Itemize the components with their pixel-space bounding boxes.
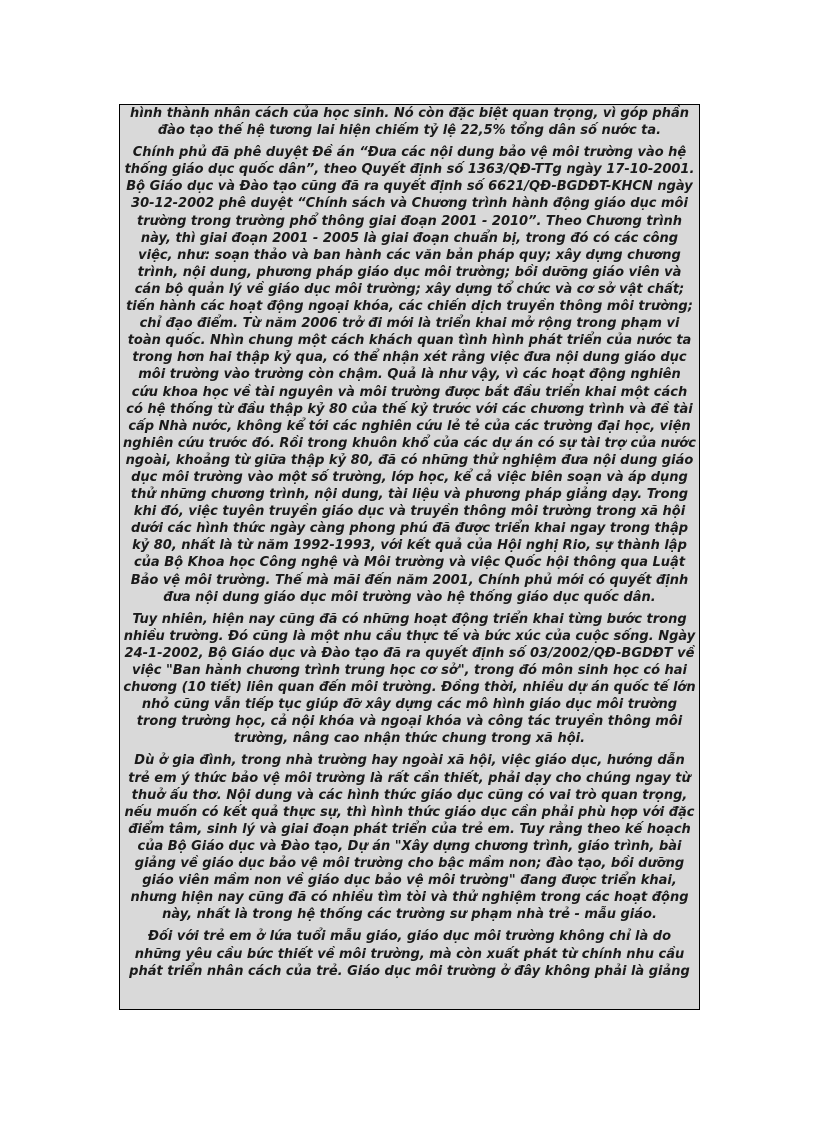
paragraph-2: Chính phủ đã phê duyệt Đề án “Đưa các nội dung bảo vệ môi trường vào hệ thống giáo dục quốc dân”, theo Quyết định số 1363/QĐ-TTg ngày 17-10-2001. Bộ Giáo dục và Đào tạo cũng đã ra quyết định số 6621/QĐ-BGDĐT-KHCN ngày 30-12-2002 phê duyệt “Chính sách và Chương trình hành động giáo dục môi trường trong trường phổ thông giai đoạn 2001 - 2010”. Theo Chương trình này, thì giai đoạn 2001 - 2005 là giai đoạn chuẩn bị, trong đó có các công việc, như: soạn thảo và ban hành các văn bản pháp quy; xây dựng chương trình, nội dung, phương pháp giáo dục môi trường; bồi dưỡng giáo viên và cán bộ quản lý về giáo dục môi trường; xây dựng tổ chức và cơ sở vật chất; tiến hành các hoạt động ngoại khóa, các chiến dịch truyền thông môi trường; chỉ đạo điểm. Từ năm 2006 trở đi mới là triển khai mở rộng trong phạm vi toàn quốc. Nhìn chung một cách khách quan tình hình phát triển của nước ta trong hơn hai thập kỷ qua, có thể nhận xét rằng việc đưa nội dung giáo dục môi trường vào trường còn chậm. Quả là như vậy, vì các hoạt động nghiên cứu khoa học về tài nguyên và môi trường được bắt đầu triển khai một cách có hệ thống từ đầu thập kỷ 80 của thế kỷ trước với các chương trình và đề tài cấp Nhà nước, không kể tới các nghiên cứu lẻ tẻ của các trường đại học, viện nghiên cứu trước đó. Rồi trong khuôn khổ của các dự án có sự tài trợ của nước ngoài, khoảng từ giữa thập kỷ 80, đã có những thử nghiệm đưa nội dung giáo dục môi trường vào một số trường, lớp học, kể cả việc biên soạn và áp dụng thử những chương trình, nội dung, tài liệu và phương pháp giảng dạy. Trong khi đó, việc tuyên truyền giáo dục và truyền thông môi trường trong xã hội dưới các hình thức ngày càng phong phú đã được triển khai ngay trong thập kỷ 80, nhất là từ năm 1992-1993, với kết quả của Hội nghị Rio, sự thành lập của Bộ Khoa học Công nghệ và Môi trường và việc Quốc hội thông qua Luật Bảo vệ môi trường. Thế mà mãi đến năm 2001, Chính phủ mới có quyết định đưa nội dung giáo dục môi trường vào hệ thống giáo dục quốc dân.	[123, 145, 696, 605]
paragraph-4: Dù ở gia đình, trong nhà trường hay ngoài xã hội, việc giáo dục, hướng dẫn trẻ em ý thức bảo vệ môi trường là rất cần thiết, phải dạy cho chúng ngay từ thuở ấu thơ. Nội dung và các hình thức giáo dục cũng có vai trò quan trọng, nếu muốn có kết quả thực sự, thì hình thức giáo dục cần phải phù hợp với đặc điểm tâm, sinh lý và giai đoạn phát triển của trẻ em. Tuy rằng theo kế hoạch của Bộ Giáo dục và Đào tạo, Dự án "Xây dựng chương trình, giáo trình, bài giảng về giáo dục bảo vệ môi trường cho bậc mầm non; đào tạo, bồi dưỡng giáo viên mầm non về giáo dục bảo vệ môi trường" đang được triển khai, nhưng hiện nay cũng đã có nhiều tìm tòi và thử nghiệm trong các hoạt động này, nhất là trong hệ thống các trường sư phạm nhà trẻ - mẫu giáo.	[124, 753, 695, 923]
paragraph-5: Đối với trẻ em ở lứa tuổi mẫu giáo, giáo dục môi trường không chỉ là do những yêu cầu bức thiết về môi trường, mà còn xuất phát từ chính nhu cầu phát triển nhân cách của trẻ. Giáo dục môi trường ở đây không phải là giảng	[129, 929, 690, 979]
text-frame	[119, 104, 700, 1010]
paragraph-1: hình thành nhân cách của học sinh. Nó còn đặc biệt quan trọng, vì góp phần đào tạo thế hệ tương lai hiện chiếm tỷ lệ 22,5% tổng dân số nước ta.	[129, 106, 690, 139]
paragraph-3: Tuy nhiên, hiện nay cũng đã có những hoạt động triển khai từng bước trong nhiều trường. Đó cũng là một nhu cầu thực tế và bức xúc của cuộc sống. Ngày 24-1-2002, Bộ Giáo dục và Đào tạo đã ra quyết định số 03/2002/QĐ-BGDĐT về việc "Ban hành chương trình trung học cơ sở", trong đó môn sinh học có hai chương (10 tiết) liên quan đến môi trường. Đồng thời, nhiều dự án quốc tế lớn nhỏ cũng vẫn tiếp tục giúp đỡ xây dựng các mô hình giáo dục môi trường trong trường học, cả nội khóa và ngoại khóa và công tác truyền thông môi trường, nâng cao nhận thức chung trong xã hội.	[123, 611, 696, 747]
